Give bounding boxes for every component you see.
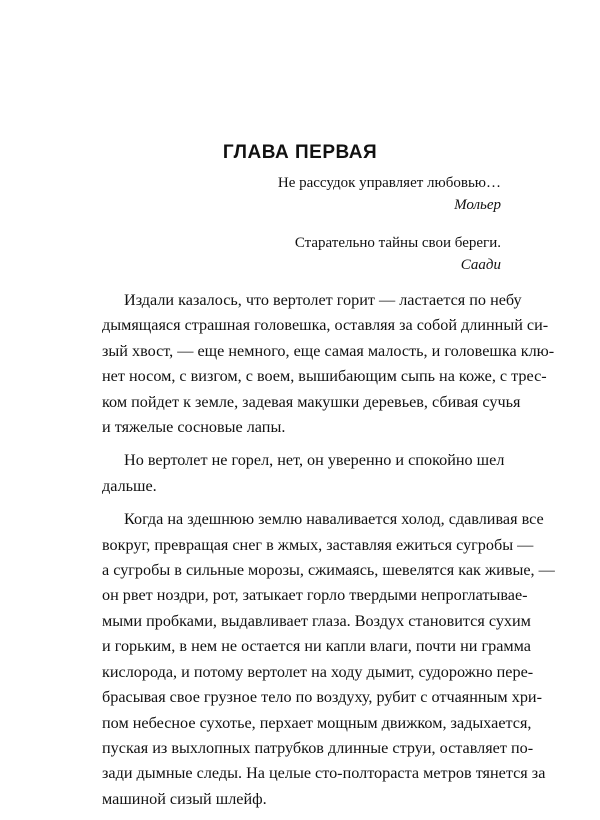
text-line: он рвет ноздри, рот, затыкает горло твердыми непроглатывае- bbox=[102, 586, 528, 605]
epigraph-2 bbox=[295, 232, 501, 276]
text-line: зый хвост, — еще немного, еще самая малость, и головешка клю- bbox=[102, 341, 555, 360]
text-line: и горьким, в нем не остается ни капли влаги, почти ни грамма bbox=[102, 637, 531, 656]
text-line: пуская из выхлопных патрубков длинные струи, оставляет по- bbox=[102, 738, 534, 757]
text-line: кислорода, и потому вертолет на ходу дымит, судорожно пере- bbox=[102, 662, 534, 681]
text-line: Издали казалось, что вертолет горит — ластается по небу bbox=[124, 291, 522, 309]
epigraph-author: Саади bbox=[460, 257, 501, 273]
text-line: ком пойдет к земле, задевая макушки деревьев, сбивая сучья bbox=[102, 392, 521, 411]
paragraph-3 bbox=[80, 507, 555, 812]
text-line: а сугробы в сильные морозы, сжимаясь, шевелятся как живые, — bbox=[102, 561, 555, 580]
text-line: машиной сизый шлейф. bbox=[102, 789, 267, 808]
body-text bbox=[80, 288, 555, 820]
paragraph-1 bbox=[80, 288, 555, 440]
text-line: и тяжелые сосновые лапы. bbox=[102, 418, 286, 437]
text-line: брасывая свое грузное тело по воздуху, рубит с отчаянным хри- bbox=[102, 688, 542, 707]
paragraph-2 bbox=[80, 448, 505, 499]
epigraph-author: Мольер bbox=[454, 197, 501, 213]
text-line: Но вертолет не горел, нет, он уверенно и спокойно шел bbox=[124, 451, 505, 470]
text-line: дымящаяся страшная головешка, оставляя за собой длинный си- bbox=[102, 316, 549, 335]
text-line: дальше. bbox=[102, 476, 157, 495]
text-line: нет носом, с визгом, с воем, вышибающим сыпь на коже, с трес- bbox=[102, 367, 547, 386]
text-line: вокруг, превращая снег в жмых, заставляя ежиться сугробы — bbox=[102, 535, 534, 554]
epigraph-quote: Не рассудок управляет любовью… bbox=[277, 175, 501, 191]
text-line: зади дымные следы. На целые сто-полтораста метров тянется за bbox=[102, 764, 546, 783]
epigraph-quote: Старательно тайны свои береги. bbox=[294, 235, 501, 251]
chapter-title: ГЛАВА ПЕРВАЯ bbox=[222, 142, 378, 163]
text-line: мыми пробками, выдавливает глаза. Воздух становится сухим bbox=[102, 611, 531, 630]
text-line: пом небесное сухотье, перхает мощным движком, задыхается, bbox=[102, 713, 532, 732]
epigraph-1 bbox=[278, 172, 501, 216]
text-line: Когда на здешнюю землю наваливается холод, сдавливая все bbox=[124, 510, 544, 529]
